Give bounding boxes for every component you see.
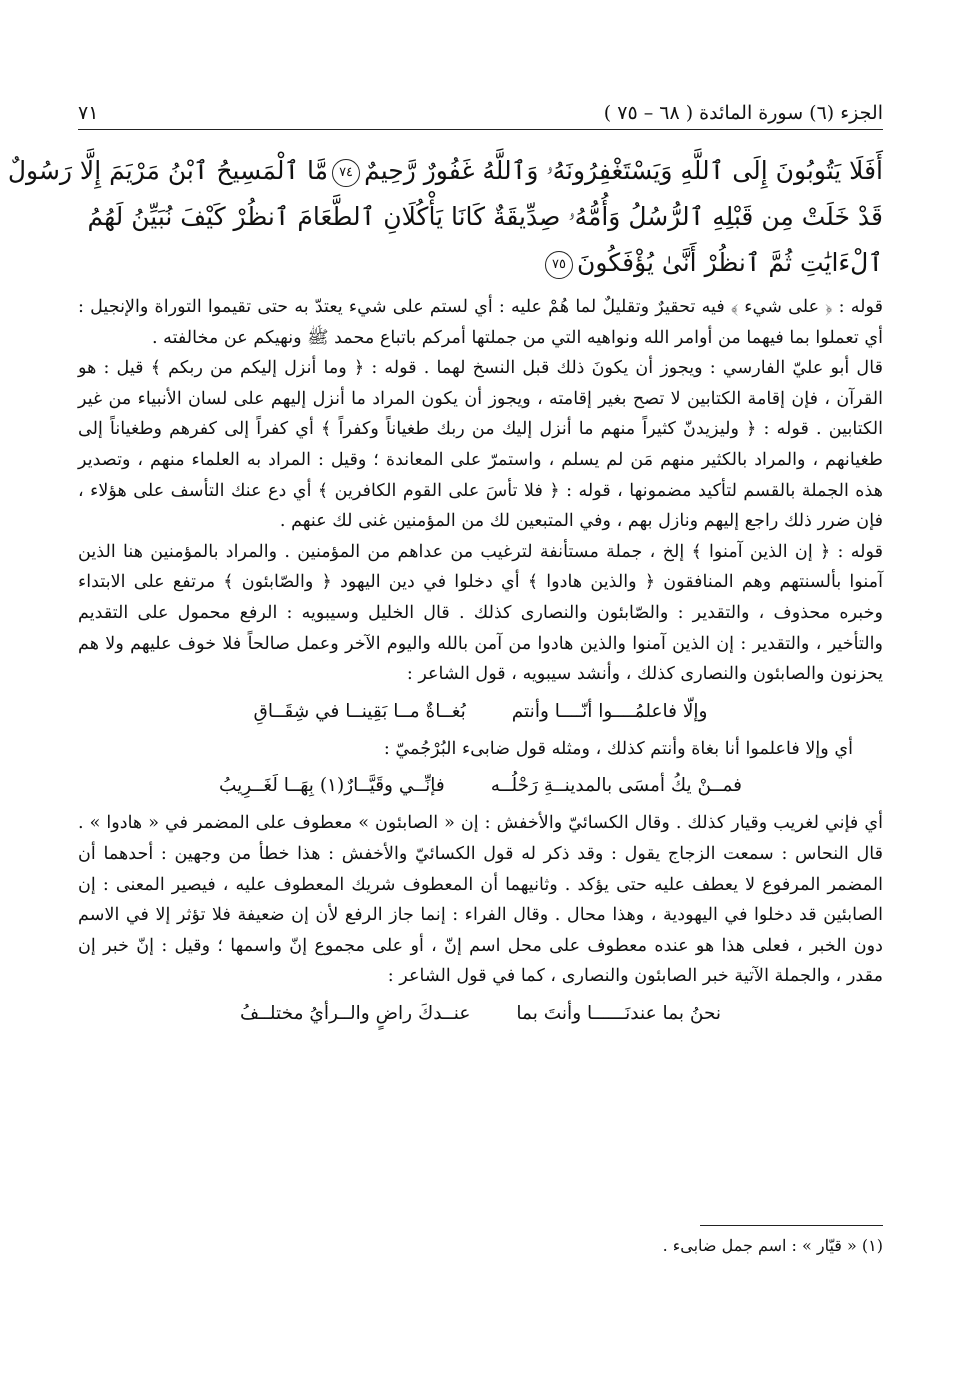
paragraph: أي فإني لغريب وقيار كذلك . وقال الكسائيّ والأخفش : إن « الصابئون » معطوف على المضمر في « هادوا » . قال النحاس : سمعت الزجاج يقول : وقد ذكر له قول الكسائيّ والأخفش : هذا خطأ من وجهين : أحدهما أن المضمر المرفوع لا يعطف عليه حتى يؤكد . وثانيهما أن المعطوف شريك المعطوف عليه ، فيصير المعنى : إن الصابئين قد دخلوا في اليهودية ، وهذا محال . وقال الفراء : إنما جاز الرفع لأن إن ضعيفة فلا تؤثر إلا في الاسم دون الخبر ، فعلى هذا هو عنده معطوف على محل اسم إنّ ، أو على مجموع إنّ واسمها ؛ وقيل : إنّ خبر إن مقدر ، والجملة الآتية خبر الصابئون والنصارى ، كما في قول الشاعر : [78, 813, 883, 987]
header-divider [78, 129, 883, 130]
verse-second-hemistich: عنــدكَ راضٍ والــرأيُ مختلــفُ [239, 1002, 471, 1024]
paragraph: قوله : ﴿ على شيء ﴾ فيه تحقيرٌ وتقليلٌ لما هُمْ عليه : أي لستم على شيء يعتدّ به حتى تقيموا التوراة والإنجيل : أي تعملوا بما فيهما من أوامر الله ونواهيه التي من جملتها أمركم باتباع محمد ﷺ ونهيكم عن مخالفته . [78, 297, 883, 348]
verse-second-hemistich: بُغــاةٌ مــا بَقِينــا في شِقَــاقِ [253, 700, 466, 722]
verse-text: مَّا ٱلْمَسِيحُ ٱبْنُ مَرْيَمَ إِلَّا رَسُولٌ [7, 156, 329, 185]
verse-first-hemistich: فمــنْ يكُ أمسَى بالمدينــةِ رَحْلُــه [490, 775, 743, 797]
poetry-verse [78, 992, 883, 1036]
verse-first-hemistich: نحنُ بما عندنَــــــا وأنتَ بما [516, 1002, 722, 1024]
quran-line-2: قَدْ خَلَتْ مِن قَبْلِهِ ٱلرُّسُلُ وَأُمُّهُۥ صِدِّيقَةٌ كَانَا يَأْكُلَانِ ٱلطَّعَامَ ٱنظُرْ كَيْفَ نُبَيِّنُ لَهُمُ [87, 202, 883, 231]
paragraph: قال أبو عليّ الفارسي : ويجوز أن يكونَ ذلك قبل النسخ لهما . قوله : ﴿ وما أنزل إليكم من ربكم ﴾ قيل : هو القرآن ، فإن إقامة الكتابين لا تصح بغير إقامته ، ويجوز أن يكون المراد ما أنزل إليهم على لسان الأنبياء من غير الكتابين . قوله : ﴿ وليزيدنّ كثيراً منهم ما أنزل إليك من ربك طغياناً وكفراً ﴾ أي كفراً إلى كفرهم وطغياناً إلى طغيانهم ، والمراد بالكثير منهم مَن لم يسلم ، واستمرّ على المعاندة ؛ وقيل : المراد به العلماء منهم ، وتصدير هذه الجملة بالقسم لتأكيد مضمونها ، قوله : ﴿ فلا تأسَ على القوم الكافرين ﴾ أي دع عنك التأسف على هؤلاء ، فإن ضرر ذلك راجع إليهم ونازل بهم ، وفي المتبعين لك من المؤمنين غنى لك عنهم . [78, 358, 884, 532]
quran-line-1 [7, 148, 883, 194]
verse-text: ٱلْءَايَٰتِ ثُمَّ ٱنظُرْ أَنَّىٰ يُؤْفَكُونَ [577, 248, 883, 277]
header-title: الجزء (٦) سورة المائدة ( ٦٨ – ٧٥ ) [603, 102, 883, 124]
page-number: ٧١ [78, 102, 99, 124]
ayah-number-75: ٧٥ [545, 251, 573, 279]
poetry-verse [78, 764, 883, 808]
paragraph: أي وإلا فاعلموا أنا بغاة وأنتم كذلك ، ومثله قول ضابىء البُرْجُميّ : [383, 738, 853, 759]
quran-verses [7, 148, 883, 286]
page-header [78, 96, 883, 130]
paragraph: قوله : ﴿ إن الذين آمنوا ﴾ إلخ ، جملة مستأنفة لترغيب من عداهم من المؤمنين . والمراد بالمؤمنين هنا الذين آمنوا بألسنتهم وهم المنافقون ﴿ والذين هادوا ﴾ أي دخلوا في دين اليهود ﴿ والصّابئون ﴾ مرتفع على الابتداء وخبره محذوف ، والتقدير : والصّابئون والنصارى كذلك . قال الخليل وسيبويه : الرفع محمول على التقديم والتأخير ، والتقدير : إن الذين آمنوا والذين هادوا من آمن بالله واليوم الآخر وعمل صالحاً فلا خوف عليهم ولا هم يحزنون والصابئون والنصارى كذلك ، وأنشد سيبويه ، قول الشاعر : [78, 541, 883, 685]
verse-text: أَفَلَا يَتُوبُونَ إِلَى ٱللَّهِ وَيَسْتَغْفِرُونَهُۥ وَٱللَّهُ غَفُورٌ رَّحِيمٌ [364, 156, 883, 185]
commentary-text [78, 292, 883, 1036]
footnote: (١) « قيّار » : اسم جمل ضابىء . [662, 1236, 883, 1255]
ayah-number-74: ٧٤ [332, 159, 360, 187]
verse-second-hemistich: فإنِّــي وقَيَّــارٌ(١) بِهَــا لَغَــرِيبُ [218, 775, 445, 797]
verse-first-hemistich: وإلّا فاعلمُــــوا أنّــــا وأنتم [511, 700, 708, 722]
poetry-verse [78, 690, 883, 734]
quran-line-3 [78, 240, 883, 286]
footnote-divider [700, 1225, 883, 1226]
